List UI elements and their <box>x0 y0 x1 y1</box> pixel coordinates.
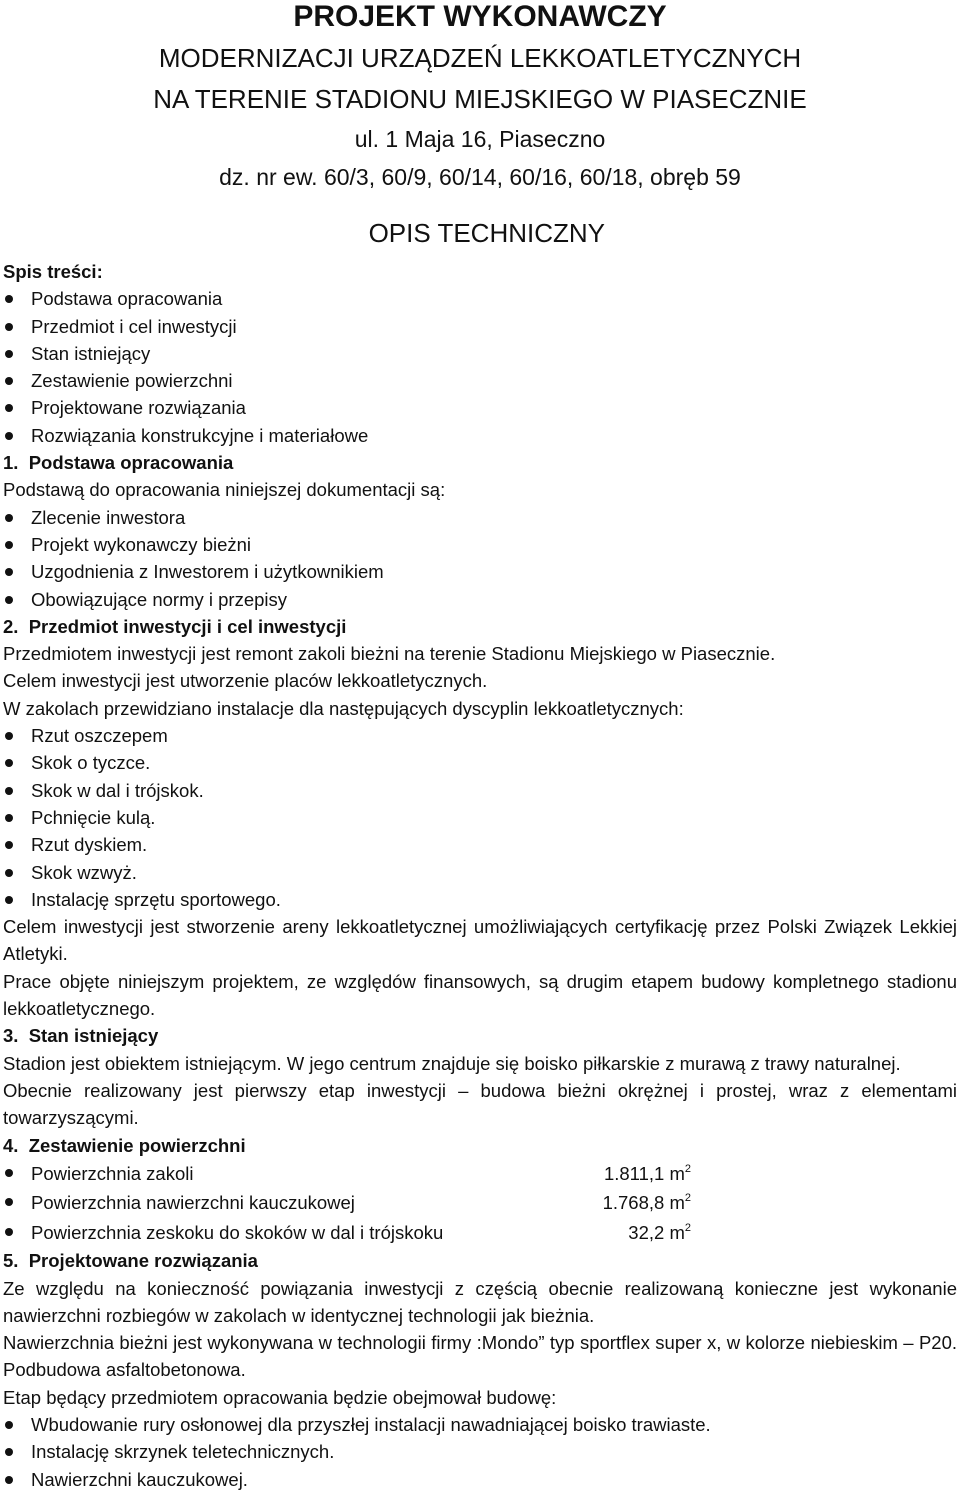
area-value: 1.768,8 <box>602 1192 665 1214</box>
list-item: Rzut dyskiem. <box>3 831 957 858</box>
area-value-cell <box>581 1188 691 1218</box>
section-2-paragraph: Celem inwestycji jest stworzenie areny lekkoatletycznej umożliwiających certyfikację przez Polski Związek Lekkiej Atletyki. <box>3 916 957 965</box>
section-2-paragraph: Przedmiotem inwestycji jest remont zakoli bieżni na terenie Stadionu Miejskiego w Piasecznie. <box>3 643 776 665</box>
section-5-list <box>3 1411 957 1493</box>
list-item: Skok w dal i trójskok. <box>3 777 957 804</box>
list-item: Instalację skrzynek teletechnicznych. <box>3 1438 957 1465</box>
toc-list <box>3 285 957 449</box>
toc-item: Zestawienie powierzchni <box>3 367 957 394</box>
opis-techniczny-heading: OPIS TECHNICZNY <box>368 218 605 248</box>
area-unit: m <box>669 1162 685 1184</box>
toc-item: Przedmiot i cel inwestycji <box>3 313 957 340</box>
section-1-intro: Podstawą do opracowania niniejszej dokumentacji są: <box>3 479 446 501</box>
area-value-cell <box>581 1218 691 1248</box>
area-name: Powierzchnia zakoli <box>31 1162 194 1184</box>
list-item: Zlecenie inwestora <box>3 504 957 531</box>
area-unit-exponent: 2 <box>684 1162 691 1175</box>
section-5-paragraph: Etap będący przedmiotem opracowania będzie obejmował budowę: <box>3 1386 557 1408</box>
toc-label: Spis treści: <box>3 261 103 282</box>
list-item: Rzut oszczepem <box>3 722 957 749</box>
section-3-heading: 3. Stan istniejący <box>3 1025 159 1047</box>
list-item: Obowiązujące normy i przepisy <box>3 586 957 613</box>
list-item: Wbudowanie rury osłonowej dla przyszłej instalacji nawadniającej boisko trawiaste. <box>3 1411 957 1438</box>
area-value-cell <box>581 1159 691 1189</box>
section-1-heading: 1. Podstawa opracowania <box>3 452 234 474</box>
document-title: PROJEKT WYKONAWCZY <box>293 0 667 33</box>
toc-item: Projektowane rozwiązania <box>3 394 957 421</box>
parcels-line: dz. nr ew. 60/3, 60/9, 60/14, 60/16, 60/18, obręb 59 <box>219 164 741 190</box>
section-2-paragraph: Prace objęte niniejszym projektem, ze względów finansowych, są drugim etapem budowy kompletnego stadionu lekkoatletycznego. <box>3 970 957 1020</box>
area-list <box>3 1159 957 1248</box>
area-unit-exponent: 2 <box>684 1221 691 1234</box>
area-unit: m <box>669 1221 685 1243</box>
toc-item: Rozwiązania konstrukcyjne i materiałowe <box>3 422 957 449</box>
section-2-heading: 2. Przedmiot inwestycji i cel inwestycji <box>3 615 347 637</box>
section-5-paragraph: Ze względu na konieczność powiązania inwestycji z częścią obecnie realizowaną konieczne jest wykonanie nawierzchni rozbiegów w zakolach w identycznej technologii jak bieżnia. <box>3 1277 957 1326</box>
section-2-paragraph: Celem inwestycji jest utworzenie placów lekkoatletycznych. <box>3 670 488 692</box>
title-line-2: NA TERENIE STADIONU MIEJSKIEGO W PIASECZNIE <box>153 84 807 114</box>
section-2-paragraph: W zakolach przewidziano instalacje dla następujących dyscyplin lekkoatletycznych: <box>3 697 684 719</box>
area-value: 1.811,1 <box>603 1162 665 1184</box>
area-unit-exponent: 2 <box>684 1192 691 1205</box>
section-3-paragraph: Obecnie realizowany jest pierwszy etap inwestycji – budowa bieżni okrężnej i prostej, wraz z elementami towarzyszącymi. <box>3 1079 957 1129</box>
section-5-paragraph: Nawierzchnia bieżni jest wykonywana w technologii firmy :Mondo” typ sportflex super x, w kolorze niebieskim – P20. Podbudowa asfaltobetonowa. <box>3 1332 957 1381</box>
area-unit: m <box>669 1192 685 1214</box>
list-item: Instalację sprzętu sportowego. <box>3 886 957 913</box>
list-item: Projekt wykonawczy bieżni <box>3 531 957 558</box>
area-name: Powierzchnia zeskoku do skoków w dal i trójskoku <box>31 1221 444 1243</box>
area-name: Powierzchnia nawierzchni kauczukowej <box>31 1192 355 1214</box>
address-line: ul. 1 Maja 16, Piaseczno <box>354 126 606 152</box>
section-4-heading: 4. Zestawienie powierzchni <box>3 1134 246 1156</box>
list-item: Skok wzwyż. <box>3 859 957 886</box>
toc-item: Stan istniejący <box>3 340 957 367</box>
area-row <box>3 1188 957 1218</box>
section-3-paragraph: Stadion jest obiektem istniejącym. W jego centrum znajduje się boisko piłkarskie z murawą z trawy naturalnej. <box>3 1052 901 1074</box>
list-item: Pchnięcie kulą. <box>3 804 957 831</box>
section-1-list <box>3 504 957 613</box>
toc-item: Podstawa opracowania <box>3 285 957 312</box>
section-5-heading: 5. Projektowane rozwiązania <box>3 1250 258 1272</box>
title-line-1: MODERNIZACJI URZĄDZEŃ LEKKOATLETYCZNYCH <box>158 43 802 73</box>
area-row <box>3 1218 957 1248</box>
section-2-list <box>3 722 957 913</box>
list-item: Skok o tyczce. <box>3 749 957 776</box>
list-item: Uzgodnienia z Inwestorem i użytkownikiem <box>3 558 957 585</box>
list-item: Nawierzchni kauczukowej. <box>3 1466 957 1493</box>
area-value: 32,2 <box>628 1221 665 1243</box>
area-row <box>3 1159 957 1189</box>
